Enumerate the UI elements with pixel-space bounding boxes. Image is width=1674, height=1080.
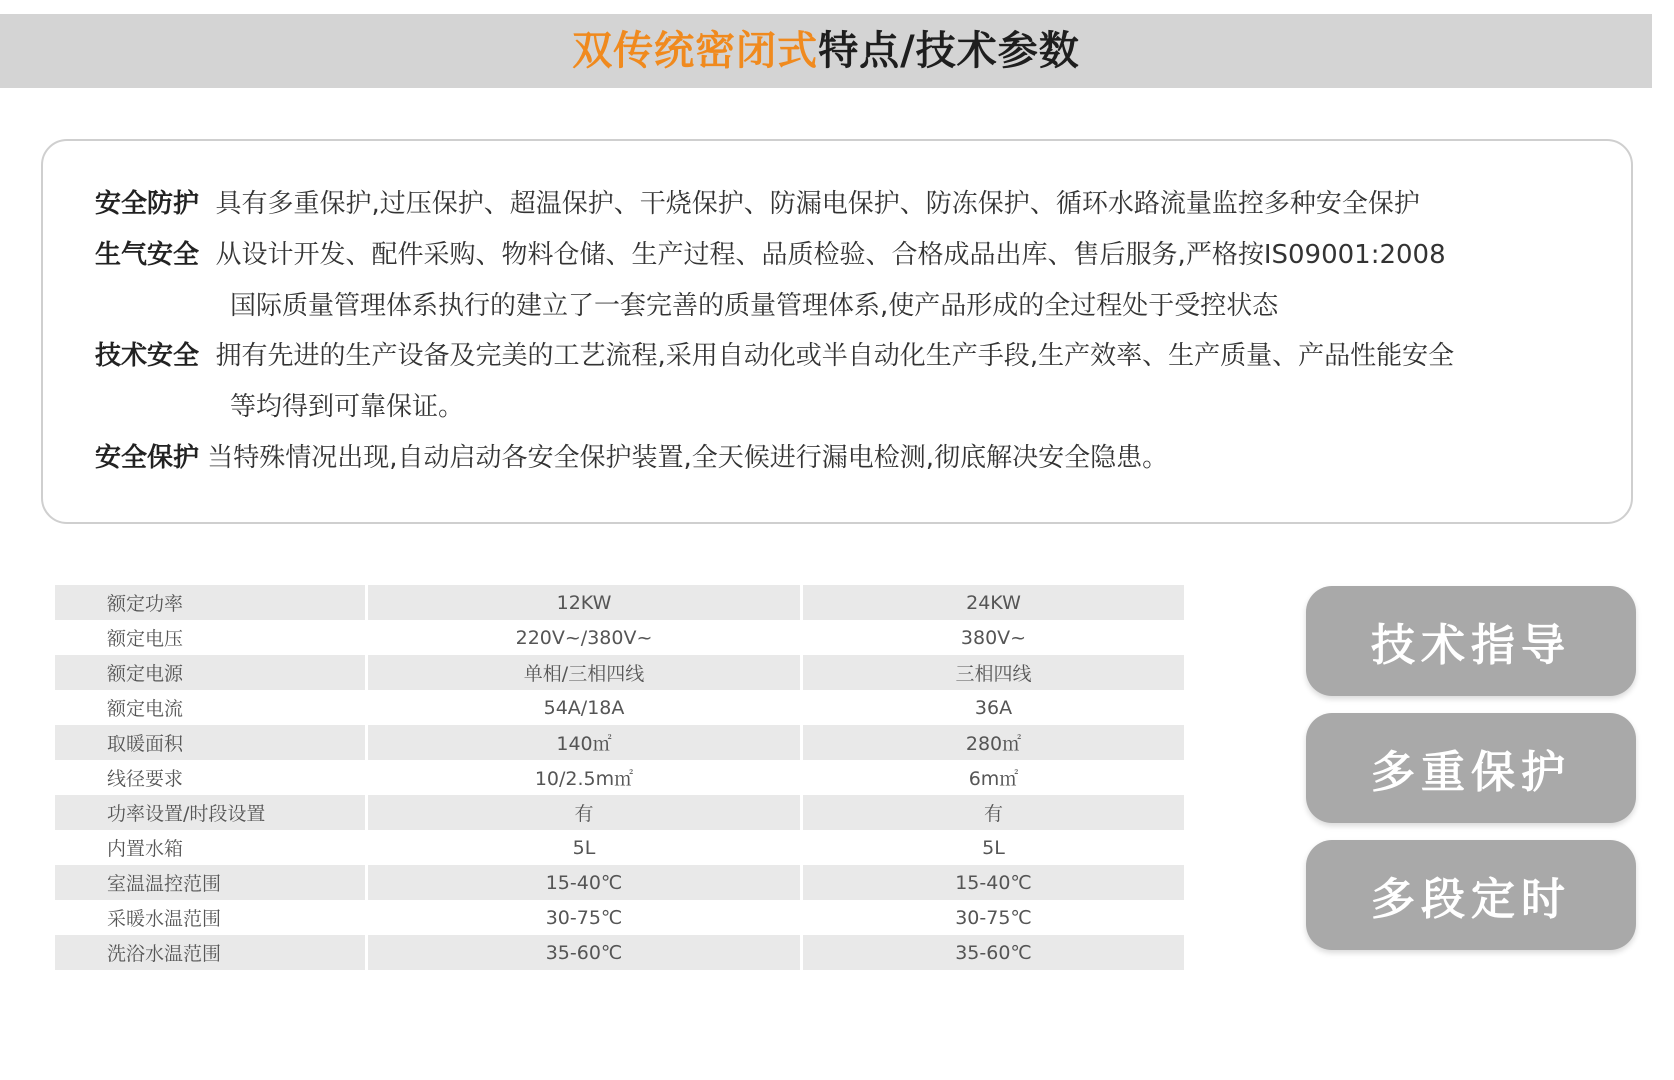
spec-value-12kw: 220V~/380V~ xyxy=(368,620,803,655)
table-row xyxy=(55,935,1184,970)
multi-timer-button[interactable]: 多段定时 xyxy=(1306,840,1636,950)
feature-text: 拥有先进的生产设备及完美的工艺流程,采用自动化或半自动化生产手段,生产效率、生产质量、产品性能安全 xyxy=(215,341,1455,371)
spec-value-24kw: 24KW xyxy=(803,585,1184,620)
spec-value-12kw: 35-60℃ xyxy=(368,935,803,970)
spec-label: 采暖水温范围 xyxy=(55,900,368,935)
page-title xyxy=(572,14,1080,88)
spec-value-24kw: 15-40℃ xyxy=(803,865,1184,900)
spec-value-12kw: 单相/三相四线 xyxy=(368,655,803,690)
feature-row-safety-guard xyxy=(95,433,1168,484)
spec-value-24kw: 36A xyxy=(803,690,1184,725)
spec-value-12kw: 10/2.5m㎡ xyxy=(368,760,803,795)
spec-value-24kw: 380V~ xyxy=(803,620,1184,655)
features-box xyxy=(41,139,1633,524)
feature-text-continued: 等均得到可靠保证。 xyxy=(230,392,465,422)
page-title-rest: 特点/技术参数 xyxy=(818,28,1080,74)
spec-value-12kw: 140㎡ xyxy=(368,725,803,760)
spec-value-24kw: 6m㎡ xyxy=(803,760,1184,795)
feature-label: 技术安全 xyxy=(95,341,200,371)
feature-row-technical-safety xyxy=(95,331,1454,382)
table-row xyxy=(55,620,1184,655)
multi-protection-button[interactable]: 多重保护 xyxy=(1306,713,1636,823)
spec-label: 取暖面积 xyxy=(55,725,368,760)
feature-text: 从设计开发、配件采购、物料仓储、生产过程、品质检验、合格成品出库、售后服务,严格按IS09001:2008 xyxy=(215,240,1446,270)
spec-value-12kw: 30-75℃ xyxy=(368,900,803,935)
feature-label: 安全防护 xyxy=(95,189,200,219)
table-row xyxy=(55,760,1184,795)
feature-row-safety-protection xyxy=(95,179,1420,230)
feature-text-continued: 国际质量管理体系执行的建立了一套完善的质量管理体系,使产品形成的全过程处于受控状态 xyxy=(230,291,1279,321)
feature-text: 具有多重保护,过压保护、超温保护、干烧保护、防漏电保护、防冻保护、循环水路流量监控多种安全保护 xyxy=(215,189,1420,219)
spec-value-24kw: 有 xyxy=(803,795,1184,830)
spec-value-24kw: 三相四线 xyxy=(803,655,1184,690)
table-row xyxy=(55,725,1184,760)
spec-label: 功率设置/时段设置 xyxy=(55,795,368,830)
spec-table xyxy=(55,585,1184,970)
header-bar xyxy=(0,14,1652,88)
table-row xyxy=(55,655,1184,690)
spec-label: 额定电流 xyxy=(55,690,368,725)
table-row xyxy=(55,795,1184,830)
tech-guidance-button[interactable]: 技术指导 xyxy=(1306,586,1636,696)
table-row xyxy=(55,690,1184,725)
spec-label: 室温温控范围 xyxy=(55,865,368,900)
spec-value-24kw: 280㎡ xyxy=(803,725,1184,760)
spec-label: 额定电源 xyxy=(55,655,368,690)
feature-label: 安全保护 xyxy=(95,443,200,473)
page-title-accent: 双传统密闭式 xyxy=(572,28,819,74)
spec-value-12kw: 12KW xyxy=(368,585,803,620)
table-row xyxy=(55,865,1184,900)
table-row xyxy=(55,830,1184,865)
feature-row-production-safety xyxy=(95,230,1446,281)
spec-label: 额定功率 xyxy=(55,585,368,620)
spec-label: 洗浴水温范围 xyxy=(55,935,368,970)
spec-label: 内置水箱 xyxy=(55,830,368,865)
spec-value-12kw: 有 xyxy=(368,795,803,830)
spec-value-12kw: 5L xyxy=(368,830,803,865)
spec-label: 线径要求 xyxy=(55,760,368,795)
spec-value-24kw: 30-75℃ xyxy=(803,900,1184,935)
table-row xyxy=(55,900,1184,935)
spec-label: 额定电压 xyxy=(55,620,368,655)
spec-value-24kw: 35-60℃ xyxy=(803,935,1184,970)
spec-value-12kw: 54A/18A xyxy=(368,690,803,725)
table-row xyxy=(55,585,1184,620)
spec-value-24kw: 5L xyxy=(803,830,1184,865)
spec-value-12kw: 15-40℃ xyxy=(368,865,803,900)
feature-text: 当特殊情况出现,自动启动各安全保护装置,全天候进行漏电检测,彻底解决安全隐患。 xyxy=(207,443,1169,473)
feature-label: 生气安全 xyxy=(95,240,200,270)
